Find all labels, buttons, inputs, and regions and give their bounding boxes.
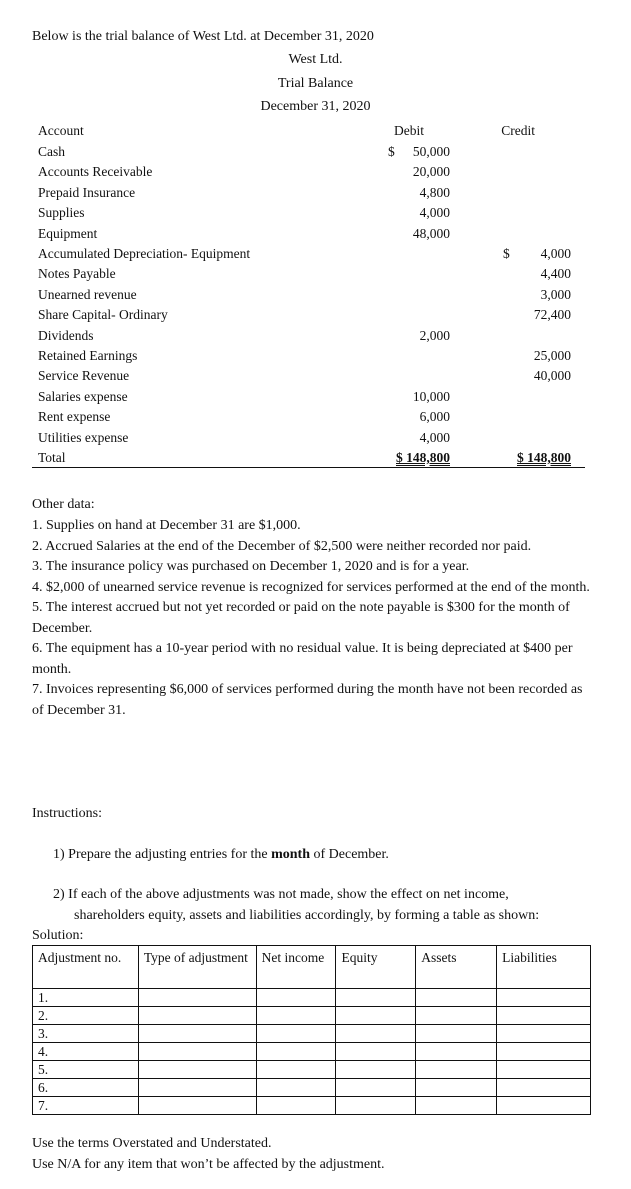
header-assets: Assets [416,946,497,989]
debit-amount: 20,000 [412,164,450,180]
credit-amount: 40,000 [533,368,571,384]
answer-cell[interactable] [416,1097,497,1115]
adjustment-number: 5. [33,1061,139,1079]
trial-balance-row [38,225,573,245]
statement-title: Trial Balance [277,76,354,91]
account-name: Rent expense [38,409,111,425]
debit-currency-symbol: $ [388,144,395,159]
debit-amount: 2,000 [419,327,450,343]
total-label: Total [38,450,66,465]
debit-amount: 4,800 [419,184,450,200]
instructions-title: Instructions: [32,806,102,821]
note-na: Use N/A for any item that won’t be affected by the adjustment. [32,1157,385,1172]
answer-cell[interactable] [416,989,497,1007]
answer-cell[interactable] [497,1061,591,1079]
solution-table-row [33,1043,591,1061]
other-data-item: 4. $2,000 of unearned service revenue is recognized for services performed at the end of the month. [32,579,590,595]
credit-amount: 72,400 [533,307,571,323]
instruction-1 [53,846,389,864]
answer-cell[interactable] [138,1097,256,1115]
solution-table-header [33,946,591,989]
debit-amount: 10,000 [412,388,450,404]
other-data-title: Other data: [32,497,95,512]
instruction-2-line-2: shareholders equity, assets and liabilities accordingly, by forming a table as shown: [74,908,540,923]
solution-table-row [33,1061,591,1079]
answer-cell[interactable] [416,1007,497,1025]
header-equity: Equity [336,946,416,989]
answer-cell[interactable] [256,989,336,1007]
credit-amount: 3,000 [540,286,571,302]
adjustment-number: 6. [33,1079,139,1097]
answer-cell[interactable] [336,1061,416,1079]
trial-balance-row [38,408,573,428]
answer-cell[interactable] [138,1079,256,1097]
solution-table-row [33,1025,591,1043]
other-data-item: 7. Invoices representing $6,000 of services performed during the month have not been recorded as of December 31. [32,682,583,718]
answer-cell[interactable] [256,1007,336,1025]
answer-cell[interactable] [256,1025,336,1043]
debit-amount: 48,000 [412,225,450,241]
account-name: Notes Payable [38,266,116,282]
adjustment-number: 3. [33,1025,139,1043]
answer-cell[interactable] [138,1043,256,1061]
answer-cell[interactable] [138,989,256,1007]
credit-currency-symbol: $ [503,246,510,261]
statement-date: December 31, 2020 [260,99,371,114]
answer-cell[interactable] [497,1043,591,1061]
solution-table-row [33,1007,591,1025]
total-debit: $ 148,800 [396,450,450,465]
total-rule [32,467,585,468]
other-data-item: 6. The equipment has a 10-year period with no residual value. It is being depreciated at $400 per month. [32,641,573,677]
account-name: Unearned revenue [38,286,137,302]
total-credit: $ 148,800 [517,450,571,465]
company-name: West Ltd. [288,52,343,67]
account-name: Prepaid Insurance [38,184,136,200]
instruction-1-text: 1) Prepare the adjusting entries for the [53,847,272,862]
debit-amount: 4,000 [419,205,450,221]
trial-balance-header [38,122,573,142]
adjustment-number: 1. [33,989,139,1007]
answer-cell[interactable] [256,1043,336,1061]
answer-cell[interactable] [497,989,591,1007]
answer-cell[interactable] [336,1025,416,1043]
trial-balance-row [38,306,573,326]
answer-cell[interactable] [336,1043,416,1061]
solution-title: Solution: [32,928,84,943]
answer-cell[interactable] [416,1025,497,1043]
header-adjustment-no: Adjustment no. [33,946,139,989]
answer-cell[interactable] [138,1007,256,1025]
other-data-item: 2. Accrued Salaries at the end of the December of $2,500 were neither recorded nor paid. [32,538,532,554]
answer-cell[interactable] [256,1061,336,1079]
trial-balance-row [38,347,573,367]
trial-balance-row [38,163,573,183]
answer-cell[interactable] [256,1097,336,1115]
trial-balance-row [38,388,573,408]
account-name: Supplies [38,205,85,221]
account-name: Share Capital- Ordinary [38,307,168,323]
trial-balance-row [38,286,573,306]
debit-amount: 50,000 [412,144,450,159]
adjustment-number: 7. [33,1097,139,1115]
trial-balance-row [38,143,573,163]
other-data-item: 3. The insurance policy was purchased on December 1, 2020 and is for a year. [32,559,470,574]
account-name: Utilities expense [38,429,129,445]
answer-cell[interactable] [138,1025,256,1043]
trial-balance-total-row [38,449,573,469]
solution-table [32,945,591,1115]
answer-cell[interactable] [336,989,416,1007]
account-name: Retained Earnings [38,348,138,363]
trial-balance-row [38,184,573,204]
credit-amount: 4,400 [540,266,571,282]
answer-cell[interactable] [416,1061,497,1079]
other-data-list [32,516,592,721]
debit-column-header: Debit [394,123,424,138]
account-name: Accounts Receivable [38,164,153,180]
answer-cell[interactable] [497,1007,591,1025]
note-terms: Use the terms Overstated and Understated. [32,1136,272,1151]
trial-balance-row [38,204,573,224]
instruction-1-emphasis: month [271,847,310,862]
credit-column-header: Credit [501,123,535,138]
trial-balance-row [38,265,573,285]
header-liabilities: Liabilities [497,946,591,989]
adjustment-number: 4. [33,1043,139,1061]
answer-cell[interactable] [416,1079,497,1097]
account-name: Equipment [38,225,98,241]
trial-balance-row [38,429,573,449]
answer-cell[interactable] [497,1025,591,1043]
other-data-item: 5. The interest accrued but not yet recorded or paid on the note payable is $300 for the month of December. [32,600,570,636]
account-name: Salaries expense [38,388,128,404]
answer-cell[interactable] [256,1079,336,1097]
header-net-income: Net income [256,946,336,989]
trial-balance-row [38,245,573,265]
answer-cell[interactable] [138,1061,256,1079]
other-data-item: 1. Supplies on hand at December 31 are $1,000. [32,518,301,533]
answer-cell[interactable] [336,1007,416,1025]
header-type-of-adjustment: Type of adjustment [138,946,256,989]
intro-text: Below is the trial balance of West Ltd. at December 31, 2020 [32,29,374,44]
solution-table-row [33,1079,591,1097]
account-name: Accumulated Depreciation- Equipment [38,246,251,261]
solution-table-row [33,1097,591,1115]
answer-cell[interactable] [416,1043,497,1061]
solution-table-row [33,989,591,1007]
credit-amount: 25,000 [533,348,571,363]
trial-balance-row [38,367,573,387]
account-name: Service Revenue [38,368,130,384]
account-name: Cash [38,144,65,159]
answer-cell[interactable] [336,1079,416,1097]
answer-cell[interactable] [497,1079,591,1097]
debit-amount: 4,000 [419,429,450,445]
answer-cell[interactable] [497,1097,591,1115]
instruction-1-text-end: of December. [310,847,389,862]
trial-balance-row [38,327,573,347]
account-column-header: Account [38,123,84,138]
answer-cell[interactable] [336,1097,416,1115]
account-name: Dividends [38,327,94,343]
credit-amount: 4,000 [540,246,571,261]
debit-amount: 6,000 [419,409,450,425]
adjustment-number: 2. [33,1007,139,1025]
instruction-2-line-1: 2) If each of the above adjustments was not made, show the effect on net income, [53,887,509,902]
